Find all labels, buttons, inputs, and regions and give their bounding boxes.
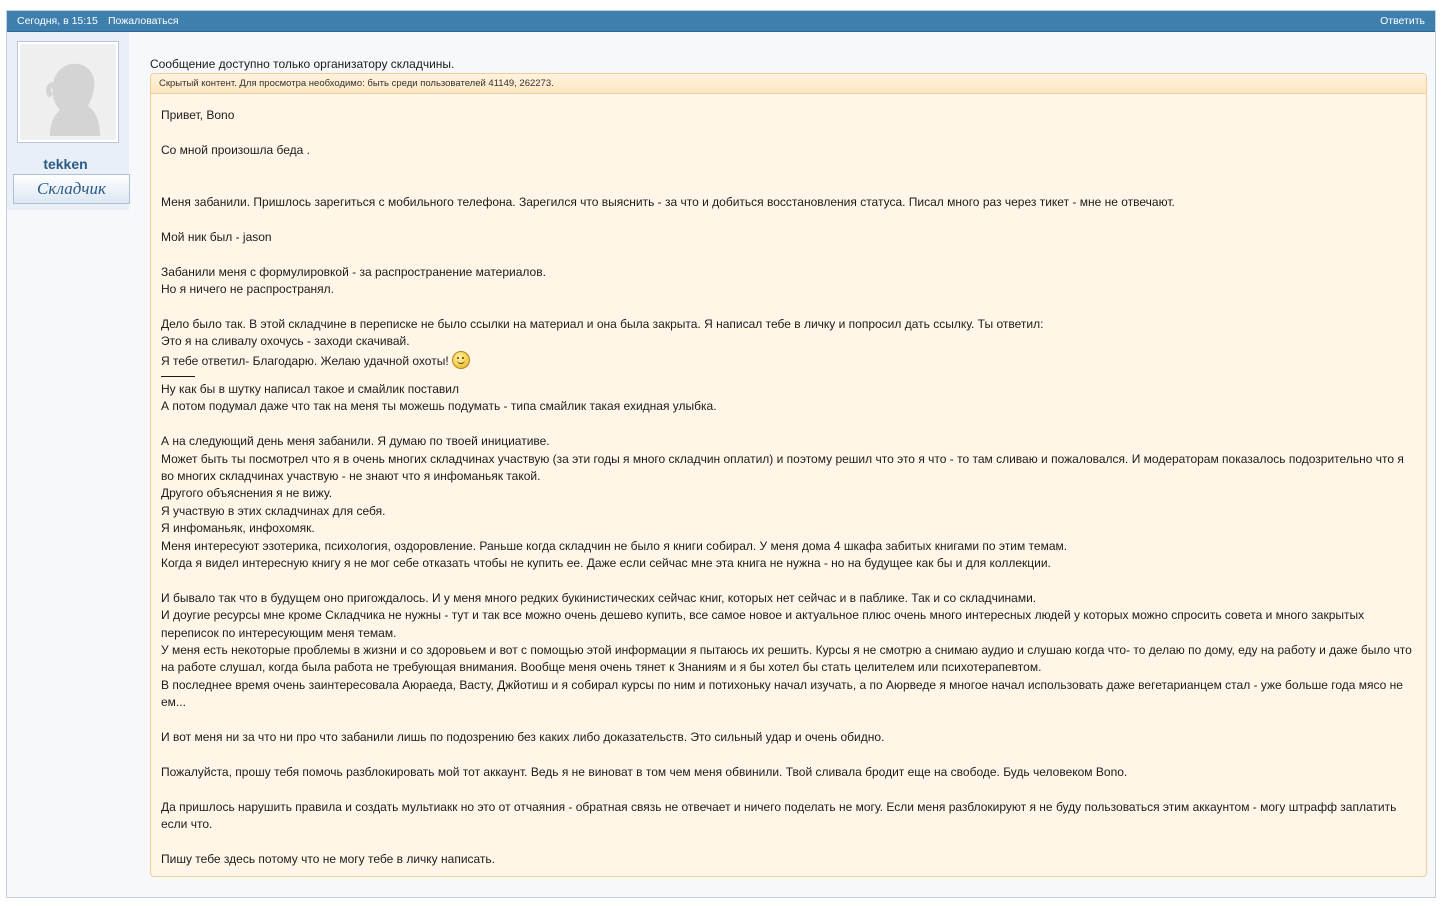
- message-line: Другого объяснения я не вижу.: [161, 486, 333, 501]
- post-date: Сегодня, в 15:15: [17, 15, 98, 27]
- message-line: Меня интересуют эзотерика, психология, оздоровление. Раньше когда складчин не было я книги собирал. У меня дома 4 шкафа забитых книгами по этим темам.: [161, 538, 1068, 553]
- message-line: [161, 211, 1418, 228]
- message-line: В последнее время очень заинтересовала Аюраеда, Васту, Джйотиш и я собирал курсы по ним и потихоньку начал изучать, а по Аюрведе я многое начал использовать даже вегетарианцем стал - уже больше года мясо не ем...: [161, 677, 1403, 710]
- message-line: Я участвую в этих складчинах для себя.: [161, 503, 386, 518]
- forum-post: [6, 10, 1436, 898]
- message-line: Я инфоманьяк, инфохомяк.: [161, 521, 315, 536]
- message-line: [161, 572, 1418, 589]
- message-line: Когда я видел интересную книгу я не мог себе отказать чтобы не купить ее. Даже если сейчас мне эта книга не нужна - но на будущее как бы и для коллекции.: [161, 556, 1051, 571]
- message-line: И вот меня ни за что ни про что забанили лишь по подозрению без каких либо доказательств. Это сильный удар и очень обидно.: [161, 730, 885, 745]
- message-line: [161, 746, 1418, 763]
- report-link[interactable]: Пожаловаться: [108, 15, 179, 27]
- message-line: Пишу тебе здесь потому что не могу тебе в личку написать.: [161, 851, 496, 866]
- message-line: [161, 298, 1418, 315]
- message-line: Да пришлось нарушить правила и создать мультиакк но это от отчаяния - обратная связь не отвечает и ничего поделать не могу. Если меня разблокируют я не буду пользоваться этим аккаунтом - могу штрафф заплатить если что.: [161, 799, 1397, 832]
- message-line: [161, 246, 1418, 263]
- message-line: Это я на сливалу охочусь - заходи скачивай.: [161, 334, 410, 349]
- message-line: Ну как бы в шутку написал такое и смайлик поставил: [161, 382, 460, 396]
- message-line: Пожалуйста, прошу тебя помочь разблокировать мой тот аккаунт. Ведь я не виноват в том чем меня обвинили. Твой сливала бродит еще на свободе. Будь человеком Bono.: [161, 764, 1128, 779]
- message-line: [161, 124, 1418, 141]
- message-line: А потом подумал даже что так на меня ты можешь подумать - типа смайлик такая ехидная улыбка.: [161, 399, 717, 414]
- message-line: Я тебе ответил- Благодарю. Желаю удачной охоты!: [161, 351, 1418, 370]
- message-line: [161, 781, 1418, 798]
- message-line: [161, 833, 1418, 850]
- message-body: [161, 107, 1418, 868]
- message-line: Забанили меня с формулировкой - за распространение материалов.: [161, 264, 546, 279]
- message-line: И доугие ресурсы мне кроме Складчика не нужны - тут и так все можно очень дешево купить, все самое новое и актуальное плюс очень много интересных людей у которых можно спросить совета и много закрытых переписок по интересующим меня темам.: [161, 608, 1365, 640]
- hidden-content-title: Скрытый контент. Для просмотра необходимо: быть среди пользователей 41149, 262273.: [151, 74, 1426, 94]
- reply-link[interactable]: Ответить: [1380, 15, 1425, 27]
- restricted-note: Сообщение доступно только организатору складчины.: [150, 57, 455, 71]
- message-line: [161, 712, 1418, 729]
- message-line: Меня забанили. Пришлось зарегиться с мобильного телефона. Зарегился что выяснить - за что и добиться восстановления статуса. Писал много раз через тикет - мне не отвечают.: [161, 194, 1175, 209]
- message-line: Может быть ты посмотрел что я в очень многих складчинах участвую (за эти годы я много складчин оплатил) и поэтому решил что это я что - то там сливаю и пожаловался. И модераторам показалось подозрительно что я во многих складчинах участвую - не знают что я инфоманьяк такой.: [161, 451, 1404, 484]
- message-line: И бывало так что в будущем оно пригождалось. И у меня много редких букинистических сейчас книг, которых нет сейчас и в паблике. Так и со складчинами.: [161, 590, 1037, 605]
- message-line: [161, 177, 1418, 194]
- post-header: [7, 11, 1435, 32]
- default-avatar-icon: [20, 44, 116, 140]
- avatar[interactable]: [17, 41, 119, 143]
- hidden-content-box: [150, 73, 1427, 877]
- message-line: [161, 416, 1418, 433]
- message-line: [161, 159, 1418, 176]
- user-title-badge: Складчик: [13, 174, 130, 204]
- username[interactable]: tekken: [43, 156, 88, 172]
- message-line: А на следующий день меня забанили. Я думаю по твоей инициативе.: [161, 434, 550, 449]
- message-line: Со мной произошла беда .: [161, 142, 310, 157]
- message-line: У меня есть некоторые проблемы в жизни и со здоровьем и вот с помощью этой информации я пытаюсь их решить. Курсы я не смотрю а снимаю аудио и слушаю когда что- то делаю по дому, еду на работу и даже было что на работе слушал, когда была работа не требующая внимания. Вообще меня очень тянет к Знаниям и я бы хотел бы стать целителем или психотерапевтом.: [161, 643, 1412, 675]
- message-line: Мой ник был - jason: [161, 229, 272, 244]
- message-line: Но я ничего не распространял.: [161, 281, 335, 296]
- separator-line: [161, 376, 195, 377]
- message-line: Дело было так. В этой складчине в переписке не было ссылки на материал и она была закрыта. Я написал тебе в личку и попросил дать ссылку. Ты ответил:: [161, 316, 1044, 331]
- message-line: Привет, Bono: [161, 108, 235, 122]
- smile-emoticon-icon: [452, 351, 470, 369]
- user-info-panel: [7, 32, 129, 210]
